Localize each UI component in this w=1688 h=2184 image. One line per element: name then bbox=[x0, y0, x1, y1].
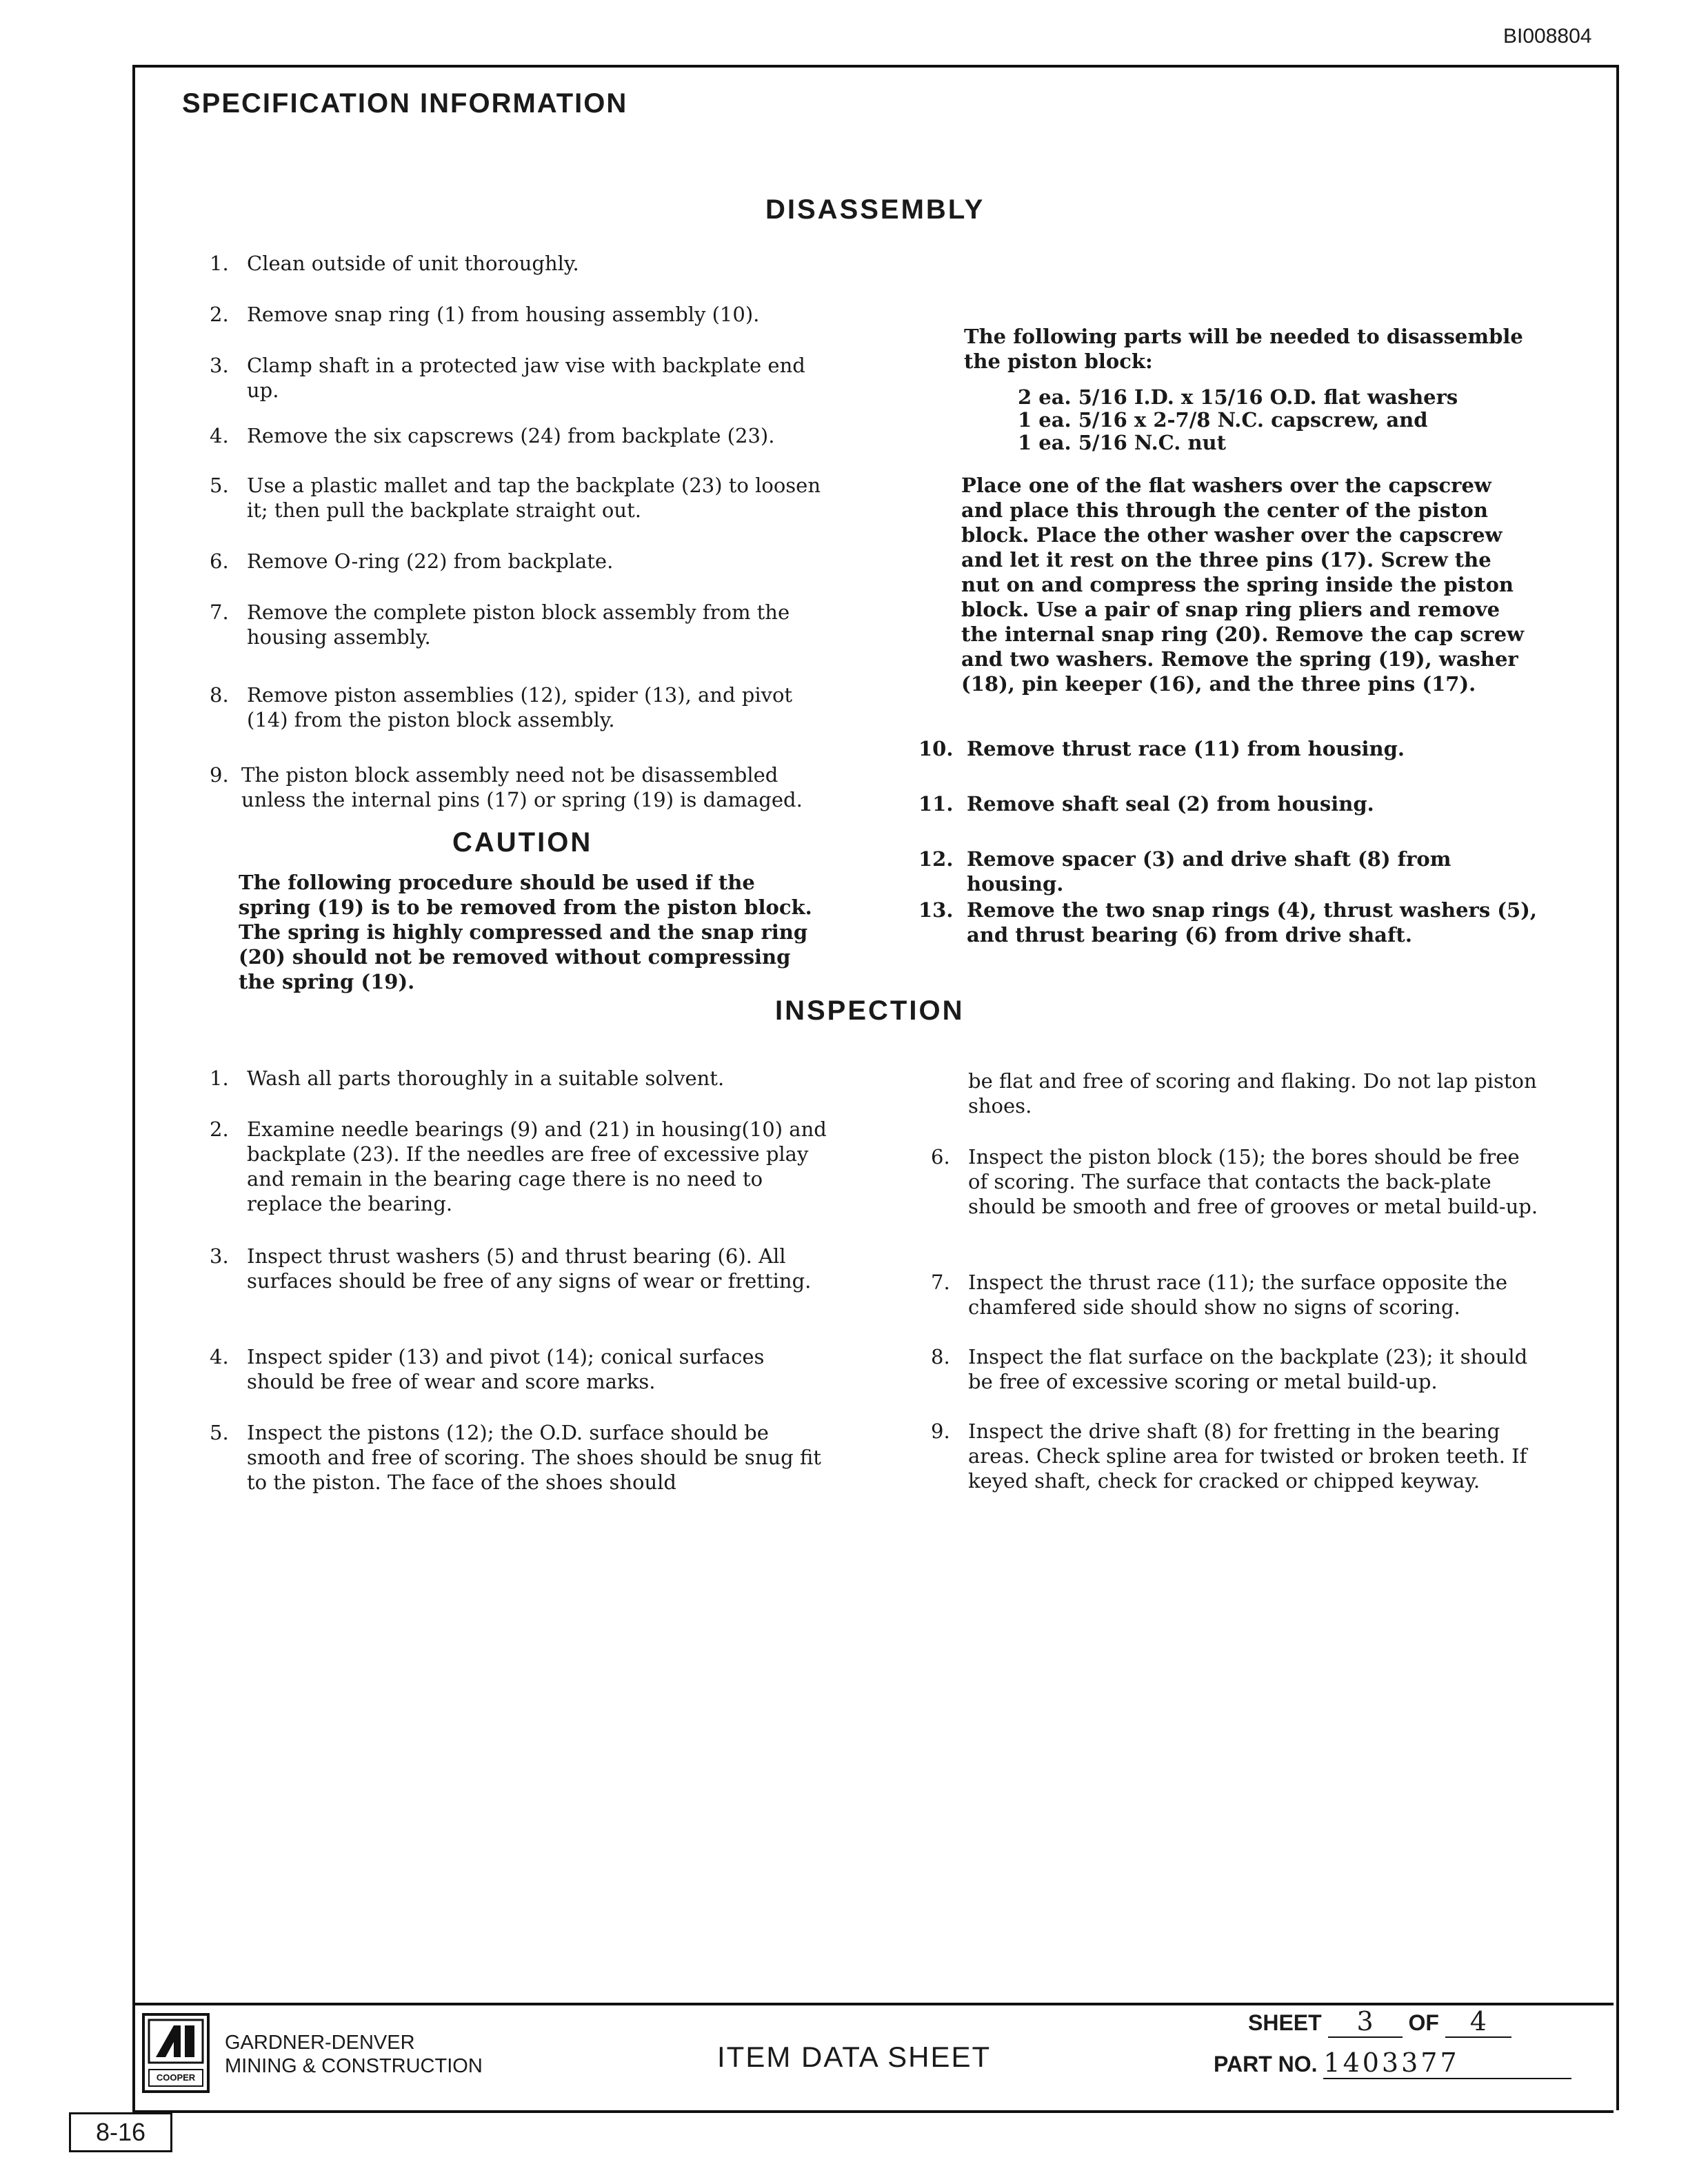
sheet-value: 3 bbox=[1328, 2006, 1403, 2038]
disassembly-step: 5. Use a plastic mallet and tap the backplate (23) to loosen it; then pull the backplate straight out. bbox=[210, 474, 821, 522]
caution-text: The following procedure should be used if the spring (19) is to be removed from the piston block. The spring is highly compressed and the snap ring (20) should not be removed without compressing the spring (19). bbox=[239, 871, 812, 993]
caution-heading: CAUTION bbox=[452, 827, 593, 858]
disassembly-step: 3. Clamp shaft in a protected jaw vise with backplate end up. bbox=[210, 354, 805, 402]
inspection-step: 1. Wash all parts thoroughly in a suitable solvent. bbox=[210, 1066, 725, 1090]
disassembly-step: 9. The piston block assembly need not be disassembled unless the internal pins (17) or spring (19) is damaged. bbox=[210, 763, 803, 811]
inspection-step-continued: be flat and free of scoring and flaking. Do not lap piston shoes. bbox=[968, 1069, 1537, 1118]
disassembly-step: 11. Remove shaft seal (2) from housing. bbox=[918, 792, 1374, 816]
disassembly-step: 12. Remove spacer (3) and drive shaft (8) from housing. bbox=[918, 847, 1451, 896]
inspection-step: 7. Inspect the thrust race (11); the surface opposite the chamfered side should show no signs of scoring. bbox=[931, 1271, 1507, 1319]
disassembly-step: 4. Remove the six capscrews (24) from backplate (23). bbox=[210, 424, 775, 447]
item-data-sheet-title: ITEM DATA SHEET bbox=[717, 2041, 992, 2073]
disassembly-step: 2. Remove snap ring (1) from housing assembly (10). bbox=[210, 303, 760, 326]
part-no-label: PART NO. bbox=[1214, 2052, 1318, 2076]
procedure-text: Place one of the flat washers over the capscrew and place this through the center of the piston block. Place the other washer over the capscrew and let it rest on the three pins (17). Screw the nut on and compress the spring inside the piston block. Use a pair of snap ring pliers and remove the internal snap ring (20). Remove the cap screw and two washers. Remove the spring (19), washer (18), pin keeper (16), and the three pins (17). bbox=[961, 474, 1525, 696]
parts-needed-intro: The following parts will be needed to disassemble the piston block: bbox=[964, 325, 1523, 373]
inspection-step: 6. Inspect the piston block (15); the bores should be free of scoring. The surface that contacts the back-plate should be smooth and free of grooves or metal build-up. bbox=[931, 1145, 1538, 1218]
document-id: BI008804 bbox=[1503, 25, 1592, 48]
inspection-step: 2. Examine needle bearings (9) and (21) in housing(10) and backplate (23). If the needles are free of excessive play and remain in the bearing cage there is no need to replace the bearing. bbox=[210, 1118, 827, 1215]
parts-needed-item: 2 ea. 5/16 I.D. x 15/16 O.D. flat washers bbox=[1018, 385, 1458, 409]
parts-needed-list bbox=[1018, 386, 1458, 454]
inspection-step: 3. Inspect thrust washers (5) and thrust bearing (6). All surfaces should be free of any signs of wear or fretting. bbox=[210, 1244, 812, 1293]
of-label: OF bbox=[1408, 2010, 1439, 2035]
inspection-step: 8. Inspect the flat surface on the backplate (23); it should be free of excessive scoring or metal build-up. bbox=[931, 1345, 1528, 1393]
inspection-heading: INSPECTION bbox=[775, 995, 965, 1026]
of-value: 4 bbox=[1445, 2006, 1511, 2038]
logo-text: COOPER bbox=[156, 2072, 196, 2083]
disassembly-step: 13. Remove the two snap rings (4), thrust washers (5), and thrust bearing (6) from drive shaft. bbox=[918, 898, 1537, 947]
sheet-info bbox=[1214, 2006, 1571, 2079]
part-no-value: 1403377 bbox=[1323, 2048, 1571, 2079]
company-name: GARDNER-DENVER MINING & CONSTRUCTION bbox=[225, 2032, 483, 2077]
page-number: 8-16 bbox=[69, 2112, 172, 2152]
sheet-label: SHEET bbox=[1248, 2010, 1322, 2035]
disassembly-heading: DISASSEMBLY bbox=[765, 194, 985, 225]
inspection-step: 5. Inspect the pistons (12); the O.D. surface should be smooth and free of scoring. The shoes should be snug fit to the piston. The face of the shoes should bbox=[210, 1421, 821, 1494]
parts-needed-item: 1 ea. 5/16 x 2-7/8 N.C. capscrew, and bbox=[1018, 408, 1428, 432]
disassembly-step: 8. Remove piston assemblies (12), spider (13), and pivot (14) from the piston block assembly. bbox=[210, 683, 793, 731]
page-title: SPECIFICATION INFORMATION bbox=[182, 88, 628, 119]
parts-needed-item: 1 ea. 5/16 N.C. nut bbox=[1018, 431, 1227, 454]
inspection-step: 9. Inspect the drive shaft (8) for fretting in the bearing areas. Check spline area for twisted or broken teeth. If keyed shaft, check for cracked or chipped keyway. bbox=[931, 1419, 1527, 1493]
disassembly-step: 6. Remove O-ring (22) from backplate. bbox=[210, 549, 614, 573]
disassembly-step: 10. Remove thrust race (11) from housing. bbox=[918, 737, 1405, 760]
disassembly-step: 1. Clean outside of unit thoroughly. bbox=[210, 252, 579, 275]
parts-needed-intro bbox=[964, 258, 1529, 307]
inspection-step: 4. Inspect spider (13) and pivot (14); conical surfaces should be free of wear and score marks. bbox=[210, 1345, 765, 1393]
disassembly-step: 7. Remove the complete piston block assembly from the housing assembly. bbox=[210, 600, 790, 649]
company-logo bbox=[142, 2013, 210, 2093]
